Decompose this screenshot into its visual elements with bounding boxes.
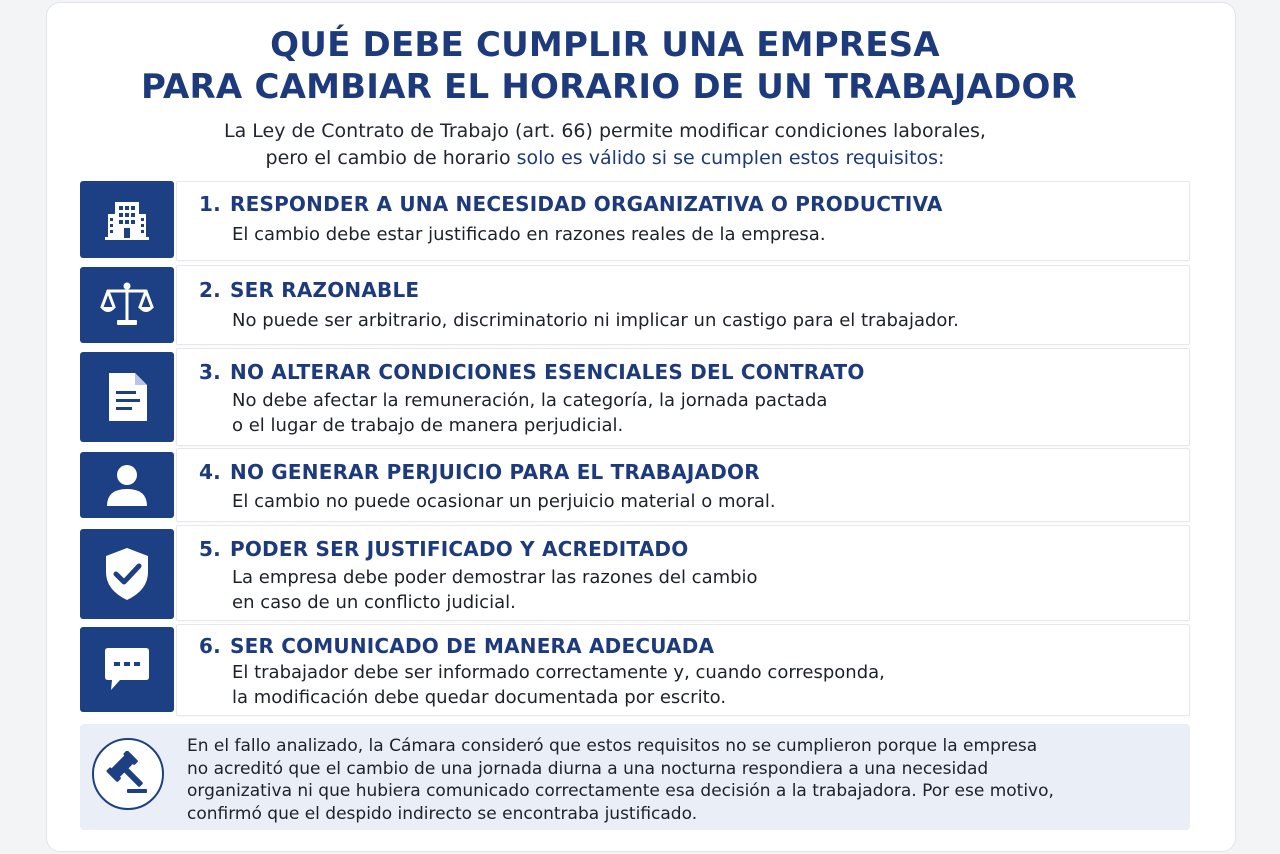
page-title — [0, 24, 1280, 108]
requirement-3 — [176, 348, 1190, 446]
requirement-1-icon-box — [80, 181, 174, 258]
requirement-5-title — [199, 537, 688, 561]
requirement-2-description — [232, 308, 959, 333]
document-icon — [103, 369, 151, 425]
ruling-summary — [80, 724, 1190, 830]
requirement-1 — [176, 181, 1190, 261]
requirement-2-icon-box — [80, 267, 174, 343]
building-icon — [101, 194, 153, 246]
requirement-4 — [176, 448, 1190, 522]
requirement-3-description — [232, 388, 827, 438]
requirement-5-heading: PODER SER JUSTIFICADO Y ACREDITADO — [230, 537, 689, 561]
chat-bubble-icon — [100, 645, 154, 695]
requirement-5-number: 5. — [199, 537, 221, 561]
gavel-icon-circle — [92, 738, 164, 810]
requirement-4-number: 4. — [199, 460, 221, 484]
ruling-line-1: En el fallo analizado, la Cámara consideró que estos requisitos no se cumplieron porque la empresa — [187, 736, 1038, 756]
requirement-1-title — [199, 192, 943, 216]
requirement-6-number: 6. — [199, 634, 221, 658]
requirement-2 — [176, 265, 1190, 345]
requirement-6-description — [232, 660, 885, 710]
requirement-6-line-2: la modificación debe quedar documentada por escrito. — [232, 687, 727, 708]
person-icon — [102, 460, 152, 510]
requirement-4-heading: NO GENERAR PERJUICIO PARA EL TRABAJADOR — [230, 460, 760, 484]
intro-text — [0, 118, 1280, 172]
requirement-1-description — [232, 222, 826, 247]
gavel-icon — [105, 751, 151, 797]
requirement-6-title — [199, 634, 714, 658]
shield-check-icon — [102, 545, 152, 603]
requirement-3-icon-box — [80, 352, 174, 442]
requirement-3-heading: NO ALTERAR CONDICIONES ESENCIALES DEL CONTRATO — [230, 360, 865, 384]
requirement-4-description — [232, 489, 776, 514]
requirement-5-line-1: La empresa debe poder demostrar las razones del cambio — [232, 567, 758, 588]
requirement-5-line-2: en caso de un conflicto judicial. — [232, 592, 516, 613]
requirement-1-number: 1. — [199, 192, 221, 216]
requirement-3-number: 3. — [199, 360, 221, 384]
requirement-2-heading: SER RAZONABLE — [230, 278, 420, 302]
intro-line-2-highlight: solo es válido si se cumplen estos requisitos: — [516, 147, 945, 169]
requirement-3-line-1: No debe afectar la remuneración, la categoría, la jornada pactada — [232, 390, 828, 411]
ruling-line-3: organizativa ni que hubiera comunicado correctamente esa decisión a la trabajadora. Por ese motivo, — [187, 781, 1054, 801]
scales-icon — [98, 279, 156, 331]
intro-line-2 — [0, 145, 1280, 172]
requirement-2-number: 2. — [199, 278, 221, 302]
requirement-5-description — [232, 565, 758, 615]
title-line-1: QUÉ DEBE CUMPLIR UNA EMPRESA — [270, 25, 940, 65]
ruling-summary-text — [187, 735, 1054, 825]
intro-line-2-prefix: pero el cambio de horario — [265, 147, 517, 169]
ruling-line-2: no acreditó que el cambio de una jornada diurna a una nocturna respondiera a una necesidad — [187, 758, 989, 779]
requirement-6 — [176, 624, 1190, 716]
requirement-1-heading: RESPONDER A UNA NECESIDAD ORGANIZATIVA O PRODUCTIVA — [230, 192, 943, 216]
requirement-2-title — [199, 278, 419, 302]
requirement-3-title — [199, 360, 865, 384]
requirement-2-line-1: No puede ser arbitrario, discriminatorio ni implicar un castigo para el trabajador. — [232, 310, 959, 331]
requirement-4-line-1: El cambio no puede ocasionar un perjuicio material o moral. — [232, 491, 776, 512]
title-line-2: PARA CAMBIAR EL HORARIO DE UN TRABAJADOR — [141, 67, 1077, 107]
intro-line-1: La Ley de Contrato de Trabajo (art. 66) permite modificar condiciones laborales, — [224, 120, 986, 142]
requirement-1-line-1: El cambio debe estar justificado en razones reales de la empresa. — [232, 224, 826, 245]
requirement-3-line-2: o el lugar de trabajo de manera perjudicial. — [232, 415, 624, 436]
requirement-6-icon-box — [80, 627, 174, 712]
requirement-4-icon-box — [80, 452, 174, 518]
requirement-6-heading: SER COMUNICADO DE MANERA ADECUADA — [230, 634, 715, 658]
requirement-4-title — [199, 460, 760, 484]
requirement-5-icon-box — [80, 529, 174, 619]
ruling-line-4: confirmó que el despido indirecto se encontraba justificado. — [187, 803, 698, 824]
requirement-5 — [176, 525, 1190, 621]
requirement-6-line-1: El trabajador debe ser informado correctamente y, cuando corresponda, — [232, 662, 885, 683]
